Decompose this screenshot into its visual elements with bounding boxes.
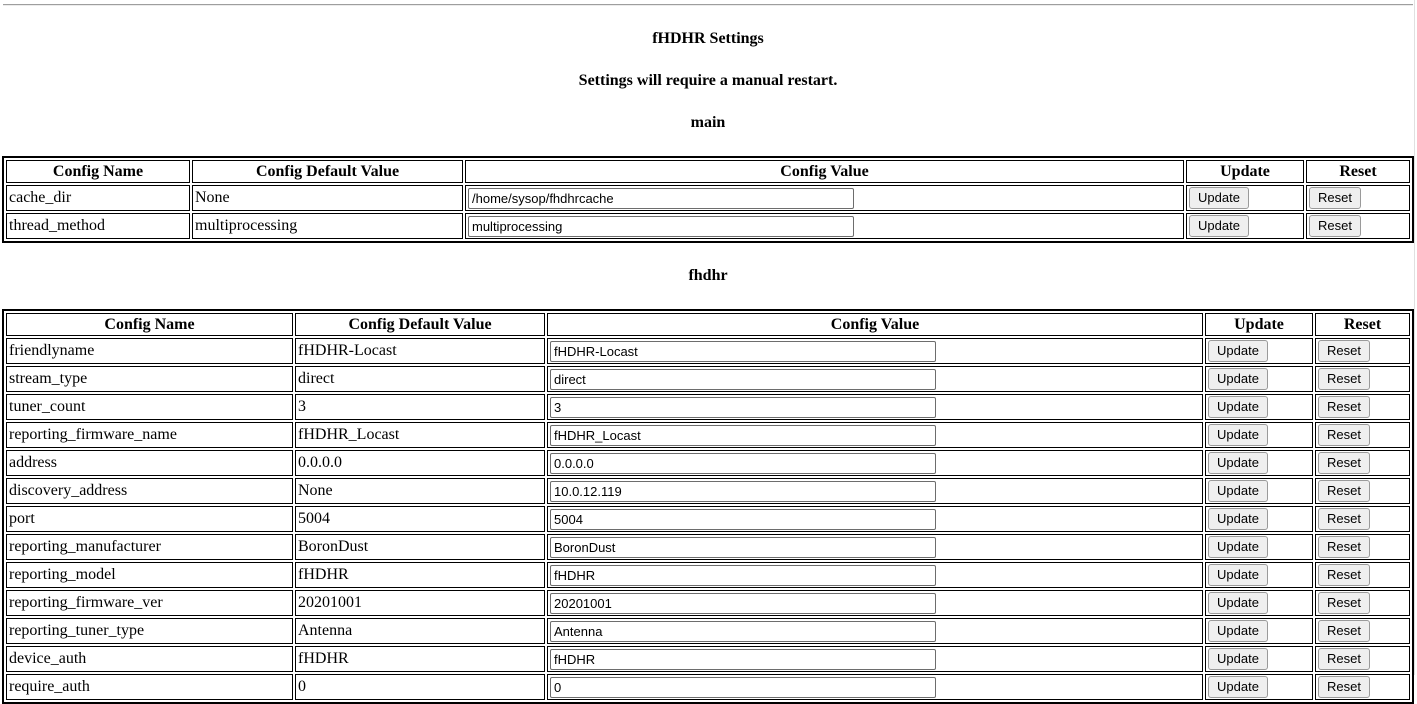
config-row xyxy=(6,590,1410,616)
reset-cell xyxy=(1315,590,1410,616)
config-value-input[interactable] xyxy=(550,425,936,446)
window-edge xyxy=(1414,0,1415,675)
update-button[interactable]: Update xyxy=(1208,508,1268,530)
reset-button[interactable]: Reset xyxy=(1318,676,1370,698)
config-default-cell: 5004 xyxy=(295,506,545,532)
config-name-cell: discovery_address xyxy=(6,478,293,504)
config-value-cell xyxy=(547,478,1203,504)
update-button[interactable]: Update xyxy=(1208,620,1268,642)
update-button[interactable]: Update xyxy=(1208,480,1268,502)
config-default-cell: Antenna xyxy=(295,618,545,644)
config-row xyxy=(6,506,1410,532)
update-button[interactable]: Update xyxy=(1208,452,1268,474)
config-row xyxy=(6,366,1410,392)
col-header-update: Update xyxy=(1205,313,1313,336)
config-name-cell: reporting_model xyxy=(6,562,293,588)
config-name-cell: reporting_firmware_ver xyxy=(6,590,293,616)
update-cell xyxy=(1186,213,1304,239)
config-value-cell xyxy=(547,534,1203,560)
config-default-cell: fHDHR xyxy=(295,562,545,588)
header-row xyxy=(6,313,1410,336)
col-header-config-name: Config Name xyxy=(6,160,190,183)
config-value-input[interactable] xyxy=(550,341,936,362)
update-button[interactable]: Update xyxy=(1189,215,1249,237)
config-default-cell: None xyxy=(295,478,545,504)
config-row xyxy=(6,213,1410,239)
config-value-cell xyxy=(547,450,1203,476)
top-divider xyxy=(3,4,1413,6)
config-row xyxy=(6,478,1410,504)
reset-button[interactable]: Reset xyxy=(1309,215,1361,237)
update-button[interactable]: Update xyxy=(1208,564,1268,586)
update-button[interactable]: Update xyxy=(1208,368,1268,390)
update-button[interactable]: Update xyxy=(1208,648,1268,670)
update-button[interactable]: Update xyxy=(1208,424,1268,446)
config-row xyxy=(6,674,1410,700)
config-default-cell: fHDHR_Locast xyxy=(295,422,545,448)
header-row xyxy=(6,160,1410,183)
col-header-config-name: Config Name xyxy=(6,313,293,336)
config-value-cell xyxy=(547,338,1203,364)
config-name-cell: device_auth xyxy=(6,646,293,672)
config-name-cell: tuner_count xyxy=(6,394,293,420)
config-name-cell: address xyxy=(6,450,293,476)
update-button[interactable]: Update xyxy=(1208,536,1268,558)
update-cell xyxy=(1205,450,1313,476)
config-row xyxy=(6,185,1410,211)
update-cell xyxy=(1205,338,1313,364)
config-default-cell: multiprocessing xyxy=(192,213,463,239)
col-header-default-value: Config Default Value xyxy=(295,313,545,336)
config-default-cell: 20201001 xyxy=(295,590,545,616)
config-value-input[interactable] xyxy=(550,453,936,474)
reset-cell xyxy=(1306,185,1410,211)
config-row xyxy=(6,422,1410,448)
config-default-cell: 3 xyxy=(295,394,545,420)
config-value-cell xyxy=(547,366,1203,392)
reset-button[interactable]: Reset xyxy=(1318,620,1370,642)
col-header-default-value: Config Default Value xyxy=(192,160,463,183)
update-cell xyxy=(1205,590,1313,616)
col-header-config-value: Config Value xyxy=(547,313,1203,336)
reset-button[interactable]: Reset xyxy=(1318,592,1370,614)
update-cell xyxy=(1186,185,1304,211)
reset-button[interactable]: Reset xyxy=(1318,648,1370,670)
config-value-input[interactable] xyxy=(550,677,936,698)
reset-button[interactable]: Reset xyxy=(1318,508,1370,530)
reset-cell xyxy=(1315,422,1410,448)
config-row xyxy=(6,618,1410,644)
update-cell xyxy=(1205,562,1313,588)
update-cell xyxy=(1205,394,1313,420)
config-name-cell: thread_method xyxy=(6,213,190,239)
update-button[interactable]: Update xyxy=(1208,340,1268,362)
config-value-input[interactable] xyxy=(550,397,936,418)
page-title: fHDHR Settings xyxy=(652,30,764,47)
config-value-input[interactable] xyxy=(550,649,936,670)
config-value-cell xyxy=(547,562,1203,588)
config-name-cell: cache_dir xyxy=(6,185,190,211)
config-value-input[interactable] xyxy=(468,188,854,209)
reset-cell xyxy=(1306,213,1410,239)
update-button[interactable]: Update xyxy=(1208,676,1268,698)
col-header-config-value: Config Value xyxy=(465,160,1184,183)
update-button[interactable]: Update xyxy=(1208,396,1268,418)
config-default-cell: fHDHR-Locast xyxy=(295,338,545,364)
config-table-main xyxy=(2,156,1414,243)
reset-button[interactable]: Reset xyxy=(1309,187,1361,209)
config-value-input[interactable] xyxy=(550,509,936,530)
reset-button[interactable]: Reset xyxy=(1318,424,1370,446)
section-heading-main: main xyxy=(690,114,726,131)
update-cell xyxy=(1205,618,1313,644)
reset-cell xyxy=(1315,450,1410,476)
config-row xyxy=(6,338,1410,364)
reset-cell xyxy=(1315,534,1410,560)
config-default-cell: fHDHR xyxy=(295,646,545,672)
update-cell xyxy=(1205,478,1313,504)
config-value-cell xyxy=(465,213,1184,239)
config-value-cell xyxy=(547,394,1203,420)
reset-button[interactable]: Reset xyxy=(1318,564,1370,586)
config-value-cell xyxy=(547,618,1203,644)
update-cell xyxy=(1205,674,1313,700)
config-name-cell: port xyxy=(6,506,293,532)
col-header-update: Update xyxy=(1186,160,1304,183)
reset-button[interactable]: Reset xyxy=(1318,368,1370,390)
reset-cell xyxy=(1315,562,1410,588)
config-value-cell xyxy=(547,646,1203,672)
config-default-cell: direct xyxy=(295,366,545,392)
config-default-cell: BoronDust xyxy=(295,534,545,560)
config-table-fhdhr xyxy=(2,309,1414,704)
config-value-cell xyxy=(547,422,1203,448)
config-value-input[interactable] xyxy=(550,565,936,586)
config-value-input[interactable] xyxy=(550,481,936,502)
config-value-cell xyxy=(465,185,1184,211)
config-name-cell: require_auth xyxy=(6,674,293,700)
update-cell xyxy=(1205,366,1313,392)
config-value-input[interactable] xyxy=(550,621,936,642)
config-row xyxy=(6,450,1410,476)
reset-cell xyxy=(1315,674,1410,700)
update-cell xyxy=(1205,506,1313,532)
config-value-cell xyxy=(547,674,1203,700)
config-row xyxy=(6,534,1410,560)
reset-button[interactable]: Reset xyxy=(1318,536,1370,558)
reset-cell xyxy=(1315,646,1410,672)
reset-cell xyxy=(1315,366,1410,392)
reset-button[interactable]: Reset xyxy=(1318,340,1370,362)
config-default-cell: None xyxy=(192,185,463,211)
reset-cell xyxy=(1315,506,1410,532)
update-button[interactable]: Update xyxy=(1189,187,1249,209)
reset-cell xyxy=(1315,394,1410,420)
page-subtitle: Settings will require a manual restart. xyxy=(578,72,838,89)
config-value-cell xyxy=(547,506,1203,532)
config-default-cell: 0.0.0.0 xyxy=(295,450,545,476)
config-value-input[interactable] xyxy=(550,369,936,390)
config-row xyxy=(6,646,1410,672)
update-cell xyxy=(1205,422,1313,448)
config-value-cell xyxy=(547,590,1203,616)
update-cell xyxy=(1205,534,1313,560)
reset-button[interactable]: Reset xyxy=(1318,480,1370,502)
reset-cell xyxy=(1315,478,1410,504)
reset-cell xyxy=(1315,618,1410,644)
reset-button[interactable]: Reset xyxy=(1318,452,1370,474)
config-name-cell: friendlyname xyxy=(6,338,293,364)
config-value-input[interactable] xyxy=(550,537,936,558)
config-name-cell: reporting_firmware_name xyxy=(6,422,293,448)
config-name-cell: reporting_tuner_type xyxy=(6,618,293,644)
config-value-input[interactable] xyxy=(468,216,854,237)
col-header-reset: Reset xyxy=(1315,313,1410,336)
config-name-cell: reporting_manufacturer xyxy=(6,534,293,560)
config-name-cell: stream_type xyxy=(6,366,293,392)
reset-button[interactable]: Reset xyxy=(1318,396,1370,418)
section-heading-fhdhr: fhdhr xyxy=(688,267,728,284)
update-cell xyxy=(1205,646,1313,672)
config-row xyxy=(6,562,1410,588)
config-value-input[interactable] xyxy=(550,593,936,614)
reset-cell xyxy=(1315,338,1410,364)
config-row xyxy=(6,394,1410,420)
update-button[interactable]: Update xyxy=(1208,592,1268,614)
config-default-cell: 0 xyxy=(295,674,545,700)
col-header-reset: Reset xyxy=(1306,160,1410,183)
